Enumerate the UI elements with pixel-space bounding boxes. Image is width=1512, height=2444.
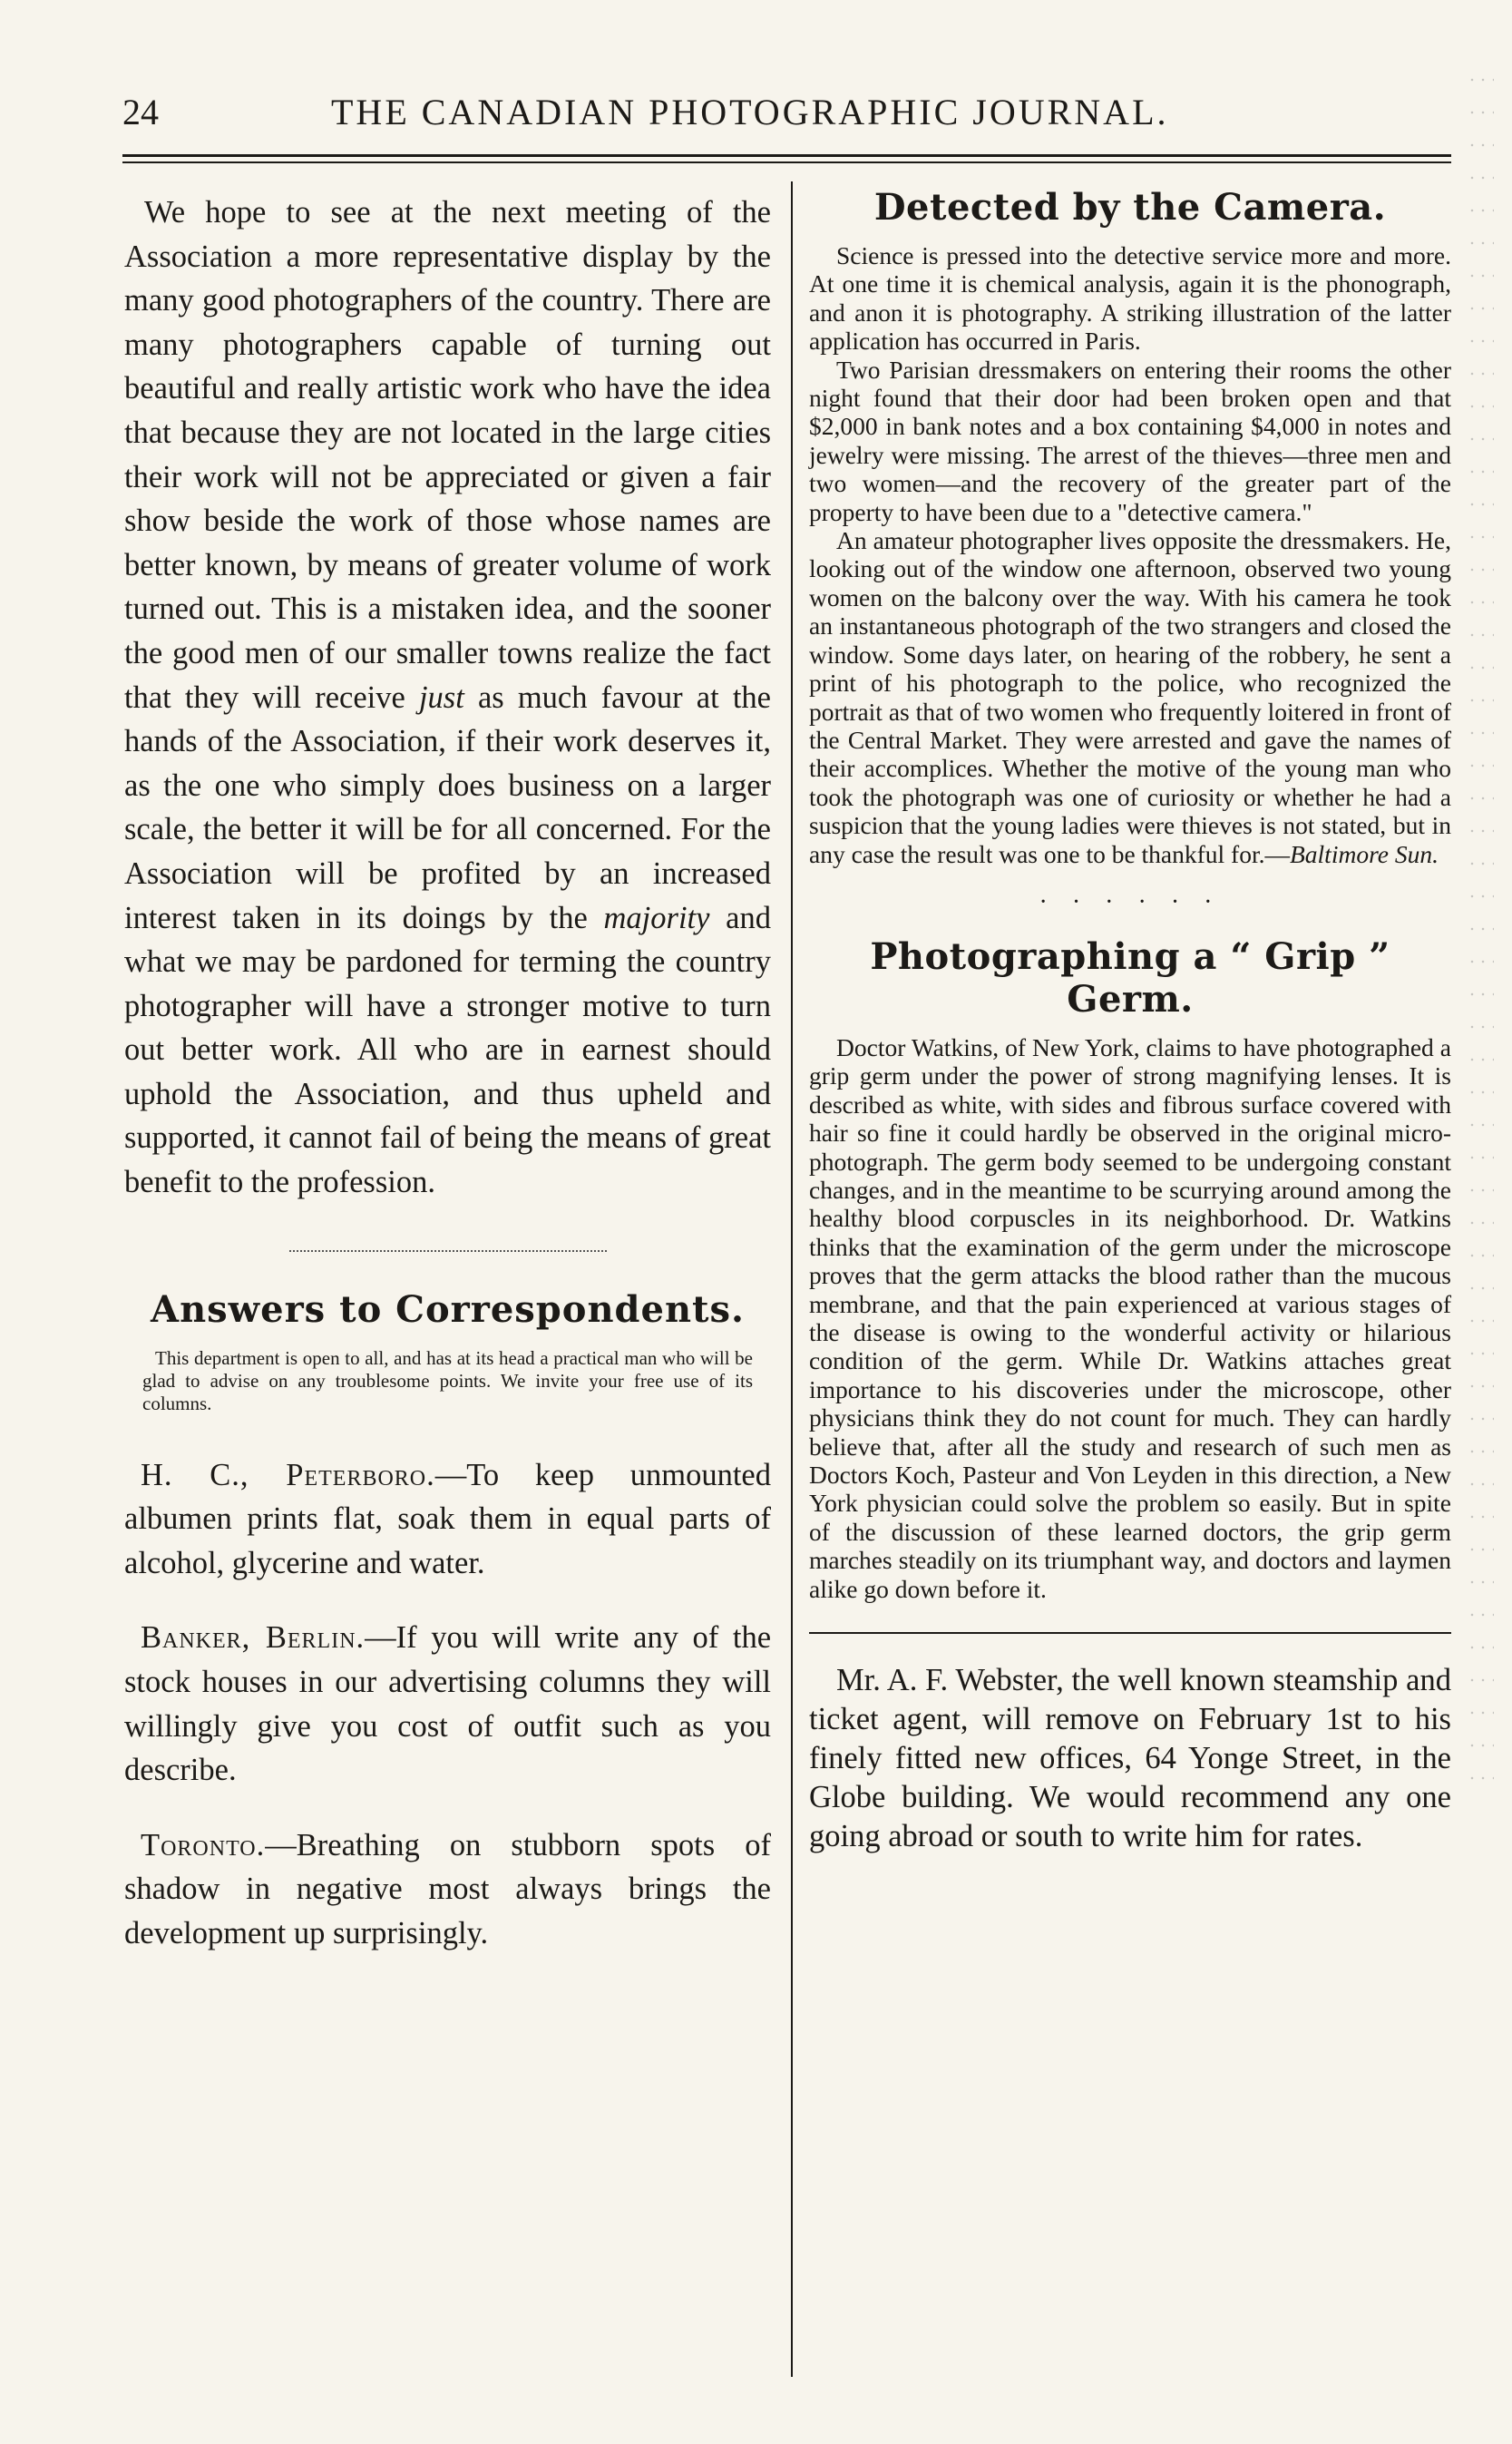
association-text-2: as much favour at the hands of the Association, if their work deserves it, as the one who simply does business on a larger scale, the better it will be for all concerned. For the Association will be profited by an increased interest taken in its doings by the bbox=[124, 679, 771, 935]
article-paragraph: Doctor Watkins, of New York, claims to have photographed a grip germ under the power of strong magnifying lenses. It is described as white, with sides and fibrous surface covered with hair so fine it could hardly be observed in the original micro-photograph. The germ body seemed to be undergoing constant changes, and in the meantime to be scurrying around among the healthy blood corpuscles in its neighborhood. Dr. Watkins thinks that the examination of the germ under the microscope proves that the germ attacks the blood rather than the mucous membrane, and that the pain experienced at various stages of the disease is owing to the wonderful activity or hilarious condition of the germ. While Dr. Watkins attaches great importance to his discoveries under the microscope, other physicians think they do not count for much. They can hardly believe that, after all the study and research of such men as Doctors Koch, Pasteur and Von Leyden in this direction, a New York physician could solve the problem so easily. But in spite of the discussion of these learned doctors, the grip germ marches steadily on its triumphant way, and doctors and laymen alike go down before it. bbox=[809, 1032, 1451, 1603]
reply-toronto bbox=[124, 1823, 771, 1956]
page-edge-specks bbox=[1467, 64, 1494, 1787]
article-paragraph: Science is pressed into the detective service more and more. At one time it is chemical analysis, again it is the phonograph, and anon it is photography. A striking illustration of the latter application has occurred in Paris. bbox=[809, 241, 1451, 356]
page-number: 24 bbox=[122, 92, 159, 132]
article-paragraph: Two Parisian dressmakers on entering their rooms the other night found that their door had been broken open and that $2,000 in bank notes and a box containing $4,000 in notes and jewelry were missing. The arrest of the thieves—three men and two women—and the recovery of the greater part of the property to have been due to a "detective camera." bbox=[809, 355, 1451, 526]
association-text-1: We hope to see at the next meeting of the Association a more representative display by the many good photographers of the country. There are many photographers capable of turning out beautiful and really artistic work who have the idea that because they are not located in the large cities their work will not be appreciated or given a fair show beside the work of those whose names are better known, by means of greater volume of work turned out. This is a mistaken idea, and the sooner the good men of our smaller towns realize the fact that they will receive bbox=[124, 195, 771, 715]
journal-title: THE CANADIAN PHOTOGRAPHIC JOURNAL. bbox=[331, 92, 1169, 132]
emphasis-just: just bbox=[418, 679, 464, 715]
section-divider bbox=[289, 1250, 607, 1252]
running-head bbox=[122, 91, 1451, 136]
reply-text: —To keep unmounted albumen prints flat, soak them in equal parts of alcohol, glycerine and water. bbox=[124, 1457, 771, 1580]
correspondent-name: Toronto. bbox=[141, 1827, 266, 1862]
left-column bbox=[124, 191, 771, 1987]
article-paragraph bbox=[809, 526, 1451, 868]
association-text-3: and what we may be pardoned for terming the country photographer will have a stronger motive to turn out better work. All who are in earnest should uphold the Association, and thus upheld and supported, it cannot fail of being the means of great benefit to the profession. bbox=[124, 900, 771, 1200]
correspondent-name: H. C., Peterboro. bbox=[141, 1457, 435, 1492]
article-heading-grip-germ: Photographing a “ Grip ” Germ. bbox=[870, 934, 1390, 1021]
article-paragraph-text: An amateur photographer lives opposite the dressmakers. He, looking out of the window one afternoon, observed two young women on the balcony over the way. With his camera he took an instantaneous photograph of the two strangers and closed the window. Some days later, on hearing of the robbery, he sent a print of his photograph to the police, who recognized the portrait as that of two women who frequently loitered in front of the Central Market. They were arrested and gave the names of their accomplices. Whether the motive of the young man who took the photograph was one of curiosity or whether he had a suspicion that the young ladies were thieves is not stated, but in any case the result was one to be thankful for.— bbox=[809, 526, 1451, 868]
reply-text: —If you will write any of the stock houses in our advertising columns they will willingly give you cost of outfit such as you describe. bbox=[124, 1620, 772, 1788]
webster-notice: Mr. A. F. Webster, the well known steamship and ticket agent, will remove on February 1st to his finely fitted new offices, 64 Yonge Street, in the Globe building. We would recommend any one going abroad or south to write him for rates. bbox=[809, 1663, 1451, 1854]
emphasis-majority: majority bbox=[603, 900, 710, 935]
header-rule-thin bbox=[122, 161, 1451, 163]
notice-rule bbox=[809, 1632, 1451, 1634]
right-column bbox=[809, 186, 1451, 1856]
reply-peterboro bbox=[124, 1453, 771, 1586]
correspondent-name: Banker, Berlin. bbox=[141, 1620, 366, 1656]
association-paragraph bbox=[124, 191, 771, 1205]
article-source: Baltimore Sun. bbox=[1289, 839, 1439, 868]
column-divider bbox=[791, 181, 793, 2377]
header-rule-thick bbox=[122, 154, 1451, 157]
article-heading-detected: Detected by the Camera. bbox=[873, 186, 1387, 229]
reply-berlin bbox=[124, 1616, 771, 1792]
separator-dots: · · · · · · bbox=[1039, 887, 1222, 916]
answers-department-note: This department is open to all, and has at its head a practical man who will be glad to advise on any troublesome points. We invite your free use of its columns. bbox=[142, 1346, 753, 1414]
reply-text: —Breathing on stubborn spots of shadow in negative most always brings the development up surprisingly. bbox=[124, 1827, 771, 1950]
answers-heading: Answers to Correspondents. bbox=[151, 1287, 745, 1331]
